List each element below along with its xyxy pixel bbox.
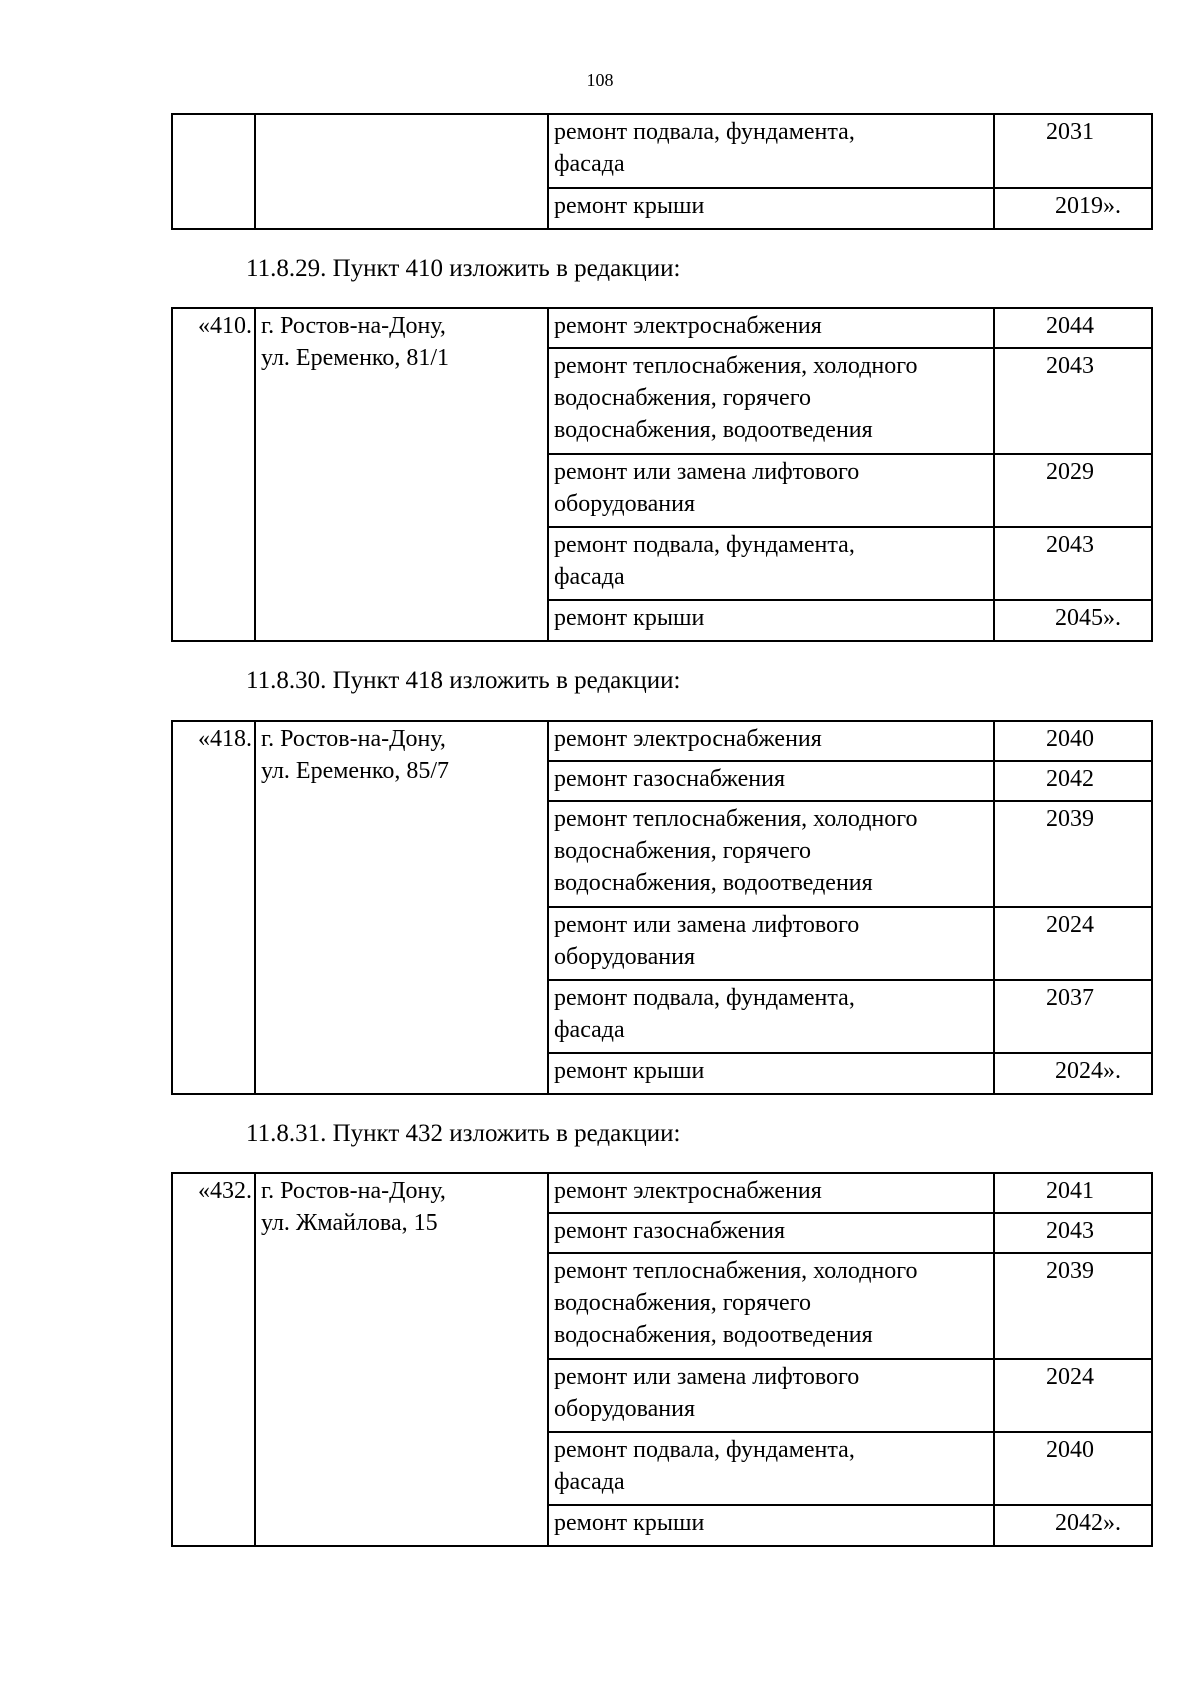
year-cell: 2043 (994, 1213, 1152, 1253)
work-cell: ремонт электроснабжения (548, 1173, 994, 1213)
year-cell: 2043 (994, 527, 1152, 600)
year-cell: 2024 (994, 1359, 1152, 1432)
address-cell: г. Ростов-на-Дону, ул. Жмайлова, 15 (255, 1173, 548, 1546)
item-number-cell: «410. (172, 308, 255, 641)
work-cell: ремонт электроснабжения (548, 308, 994, 348)
item-number-cell: «418. (172, 721, 255, 1094)
section-heading: 11.8.30. Пункт 418 изложить в редакции: (246, 667, 681, 694)
year-cell: 2042». (994, 1505, 1152, 1546)
work-cell: ремонт подвала, фундамента, фасада (548, 1432, 994, 1505)
work-cell: ремонт крыши (548, 1505, 994, 1546)
work-cell: ремонт газоснабжения (548, 1213, 994, 1253)
work-cell: ремонт крыши (548, 1053, 994, 1094)
year-cell: 2039 (994, 801, 1152, 907)
section-heading: 11.8.31. Пункт 432 изложить в редакции: (246, 1120, 681, 1147)
work-cell: ремонт подвала, фундамента, фасада (548, 114, 994, 188)
year-cell: 2044 (994, 308, 1152, 348)
work-cell: ремонт теплоснабжения, холодного водоснабжения, горячего водоснабжения, водоотведения (548, 348, 994, 454)
year-cell: 2037 (994, 980, 1152, 1053)
year-cell: 2039 (994, 1253, 1152, 1359)
item-number-cell: «432. (172, 1173, 255, 1546)
work-cell: ремонт или замена лифтового оборудования (548, 907, 994, 980)
year-cell: 2024 (994, 907, 1152, 980)
section-heading: 11.8.29. Пункт 410 изложить в редакции: (246, 255, 681, 282)
table-row (172, 114, 1152, 188)
work-cell: ремонт электроснабжения (548, 721, 994, 761)
table-row (172, 1173, 1152, 1213)
year-cell: 2029 (994, 454, 1152, 527)
item-table-432 (171, 1172, 1153, 1547)
work-cell: ремонт подвала, фундамента, фасада (548, 527, 994, 600)
year-cell: 2045». (994, 600, 1152, 641)
work-cell: ремонт или замена лифтового оборудования (548, 454, 994, 527)
work-cell: ремонт газоснабжения (548, 761, 994, 801)
work-cell: ремонт теплоснабжения, холодного водоснабжения, горячего водоснабжения, водоотведения (548, 1253, 994, 1359)
year-cell: 2031 (994, 114, 1152, 188)
continuation-table (171, 113, 1153, 230)
work-cell: ремонт крыши (548, 188, 994, 229)
year-cell: 2041 (994, 1173, 1152, 1213)
work-cell: ремонт подвала, фундамента, фасада (548, 980, 994, 1053)
year-cell: 2043 (994, 348, 1152, 454)
item-table-410 (171, 307, 1153, 642)
work-cell: ремонт крыши (548, 600, 994, 641)
address-cell: г. Ростов-на-Дону, ул. Еременко, 85/7 (255, 721, 548, 1094)
item-table-418 (171, 720, 1153, 1095)
year-cell: 2040 (994, 1432, 1152, 1505)
address-cell: г. Ростов-на-Дону, ул. Еременко, 81/1 (255, 308, 548, 641)
table-row (172, 721, 1152, 761)
page-number: 108 (586, 70, 614, 90)
year-cell: 2040 (994, 721, 1152, 761)
work-cell: ремонт или замена лифтового оборудования (548, 1359, 994, 1432)
item-number-cell (172, 114, 255, 229)
table-row (172, 308, 1152, 348)
year-cell: 2024». (994, 1053, 1152, 1094)
year-cell: 2042 (994, 761, 1152, 801)
work-cell: ремонт теплоснабжения, холодного водоснабжения, горячего водоснабжения, водоотведения (548, 801, 994, 907)
year-cell: 2019». (994, 188, 1152, 229)
address-cell (255, 114, 548, 229)
